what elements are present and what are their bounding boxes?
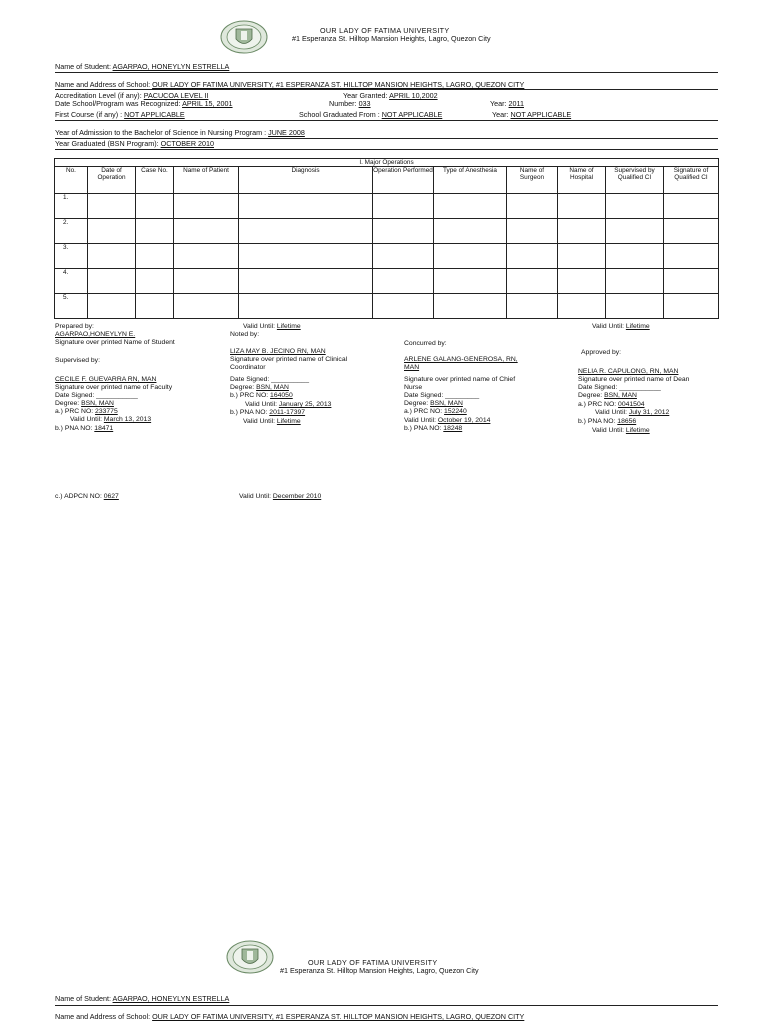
supervised-date-signed: Date Signed: ___________ (55, 392, 138, 399)
first-course-label: First Course (if any) : (55, 110, 123, 119)
table-header-row (55, 167, 719, 194)
concurred-by-name-2: MAN (404, 364, 420, 371)
approved-degree: Degree: BSN, MAN (578, 392, 637, 399)
divider (55, 120, 718, 121)
supervised-by-name: CECILE F. GUEVARRA RN, MAN (55, 376, 157, 383)
noted-by-label: Noted by: (230, 331, 260, 338)
approved-pna: b.) PNA NO: 18656 (578, 418, 637, 425)
student-name-value: AGARPAO, HONEYLYN ESTRELLA (112, 62, 230, 71)
approved-by-name: NELIA R. CAPULONG, RN, MAN (578, 368, 679, 375)
approved-prc-valid: Valid Until: July 31, 2012 (595, 409, 670, 416)
school-label: Name and Address of School: (55, 80, 151, 89)
supervised-prc: a.) PRC NO: 233775 (55, 408, 118, 415)
table-row (55, 219, 719, 244)
col-header-anesthesia: Type of Anesthesia (434, 167, 507, 194)
student-name-line (55, 63, 229, 71)
graduated-from-value: NOT APPLICABLE (381, 110, 443, 119)
date-recognized-value: APRIL 15, 2001 (182, 99, 233, 108)
footer-university-address: #1 Esperanza St. Hilltop Mansion Heights, Lagro, Quezon City (280, 966, 479, 975)
noted-date-signed: Date Signed: __________ (230, 376, 309, 383)
first-course-line (55, 111, 185, 119)
divider (55, 72, 718, 73)
row-number: 3. (55, 244, 88, 269)
accreditation-value: PACUCOA LEVEL II (143, 91, 209, 100)
col-header-diagnosis: Diagnosis (239, 167, 373, 194)
prepared-by-name: AGARPAO,HONEYLYN E. (55, 331, 136, 338)
noted-by-name: LIZA MAY B. JECINO RN, MAN (230, 348, 326, 355)
noted-by-caption-2: Coordinator (230, 364, 266, 371)
table-row (55, 269, 719, 294)
date-recognized-line (55, 100, 233, 108)
first-course-value: NOT APPLICABLE (124, 110, 185, 119)
col-header-surgeon: Name of Surgeon (507, 167, 558, 194)
concurred-prc-valid: Valid Until: October 19, 2014 (404, 417, 491, 424)
divider (55, 1005, 718, 1006)
table-row (55, 294, 719, 319)
row-number: 5. (55, 294, 88, 319)
concurred-degree: Degree: BSN, MAN (404, 400, 463, 407)
noted-pna-valid: Valid Until: Lifetime (243, 418, 301, 425)
student-name-label: Name of Student: (55, 62, 111, 71)
col-header-patient: Name of Patient (174, 167, 239, 194)
number-line (329, 100, 371, 108)
approved-pna-valid: Valid Until: Lifetime (592, 427, 650, 434)
col-header-hospital: Name of Hospital (558, 167, 606, 194)
approved-date-signed: Date Signed: ___________ (578, 384, 661, 391)
col-header-case: Case No. (136, 167, 174, 194)
noted-degree: Degree: BSN, MAN (230, 384, 289, 391)
adpcn-line: c.) ADPCN NO: 0627 (55, 493, 119, 500)
admission-line (55, 129, 305, 137)
university-seal-logo (220, 20, 268, 54)
university-seal-logo (226, 940, 274, 974)
prepared-by-label: Prepared by: (55, 323, 94, 330)
noted-prc-valid: Valid Until: January 25, 2013 (245, 401, 332, 408)
adpcn-valid-line: Valid Until: December 2010 (239, 493, 322, 500)
year2-line (492, 111, 571, 119)
footer-school-line: Name and Address of School: OUR LADY OF FATIMA UNIVERSITY, #1 ESPERANZA ST. HILLTOP MANSION HEIGHTS, LAGRO, QUEZON CITY (55, 1012, 525, 1021)
noted-prc: b.) PRC NO: 164050 (230, 392, 293, 399)
concurred-by-name: ARLENE GALANG-GENEROSA, RN, (404, 356, 518, 363)
noted-by-caption: Signature over printed name of Clinical (230, 356, 348, 363)
major-operations-table (54, 158, 719, 319)
graduated-from-label: School Graduated From : (299, 110, 380, 119)
year-label: Year: (490, 99, 507, 108)
approved-by-label: Approved by: (581, 349, 622, 356)
row-number: 4. (55, 269, 88, 294)
approved-prc: a.) PRC NO: 0041504 (578, 401, 645, 408)
concurred-by-label: Concurred by: (404, 340, 447, 347)
number-value: 033 (358, 99, 371, 108)
col-header-date: Date of Operation (88, 167, 136, 194)
concurred-by-caption-2: Nurse (404, 384, 423, 391)
prepared-by-caption: Signature over printed Name of Student (55, 339, 175, 346)
accreditation-label: Accreditation Level (if any): (55, 91, 142, 100)
school-value: OUR LADY OF FATIMA UNIVERSITY, #1 ESPERANZA ST. HILLTOP MANSION HEIGHTS, LAGRO, QUEZON CITY (152, 80, 525, 89)
number-label: Number: (329, 99, 357, 108)
col4-valid-until: Valid Until: Lifetime (592, 323, 650, 330)
col-header-no: No. (55, 167, 88, 194)
concurred-pna: b.) PNA NO: 18248 (404, 425, 463, 432)
graduated-label: Year Graduated (BSN Program): (55, 139, 159, 148)
table-caption: I. Major Operations (55, 159, 719, 167)
supervised-pna: b.) PNA NO: 18471 (55, 425, 114, 432)
year-value: 2011 (508, 99, 524, 108)
year-granted-value: APRIL 10,2002 (389, 91, 438, 100)
col-header-operation: Operation Performed (373, 167, 434, 194)
footer-university-name: OUR LADY OF FATIMA UNIVERSITY (308, 958, 438, 967)
table-row (55, 194, 719, 219)
supervised-by-label: Supervised by: (55, 357, 100, 364)
concurred-date-signed: Date Signed: _________ (404, 392, 480, 399)
year-granted-label: Year Granted: (343, 91, 388, 100)
supervised-by-caption: Signature over printed name of Faculty (55, 384, 173, 391)
date-recognized-label: Date School/Program was Recognized: (55, 99, 181, 108)
col-header-signature: Signature of Qualified CI (664, 167, 719, 194)
col2-valid-until: Valid Until: Lifetime (243, 323, 301, 330)
footer-student-name-line: Name of Student: AGARPAO, HONEYLYN ESTRELLA (55, 994, 230, 1003)
concurred-prc: a.) PRC NO: 152240 (404, 408, 467, 415)
year2-label: Year: (492, 110, 509, 119)
divider (55, 149, 718, 150)
admission-label: Year of Admission to the Bachelor of Science in Nursing Program : (55, 128, 267, 137)
supervised-prc-valid: Valid Until: March 13, 2013 (70, 416, 152, 423)
table-row (55, 244, 719, 269)
graduated-value: OCTOBER 2010 (160, 139, 215, 148)
approved-by-caption: Signature over printed name of Dean (578, 376, 690, 383)
year2-value: NOT APPLICABLE (510, 110, 572, 119)
row-number: 2. (55, 219, 88, 244)
noted-pna: b.) PNA NO: 2011-17397 (230, 409, 306, 416)
university-name: OUR LADY OF FATIMA UNIVERSITY (320, 26, 450, 35)
graduated-line (55, 140, 214, 148)
divider (55, 89, 718, 90)
admission-value: JUNE 2008 (268, 128, 305, 137)
supervised-degree: Degree: BSN, MAN (55, 400, 114, 407)
row-number: 1. (55, 194, 88, 219)
university-address: #1 Esperanza St. Hilltop Mansion Heights, Lagro, Quezon City (292, 34, 491, 43)
concurred-by-caption: Signature over printed name of Chief (404, 376, 516, 383)
col-header-supervised: Supervised by Qualified CI (606, 167, 664, 194)
year-line (490, 100, 524, 108)
graduated-from-line (299, 111, 442, 119)
